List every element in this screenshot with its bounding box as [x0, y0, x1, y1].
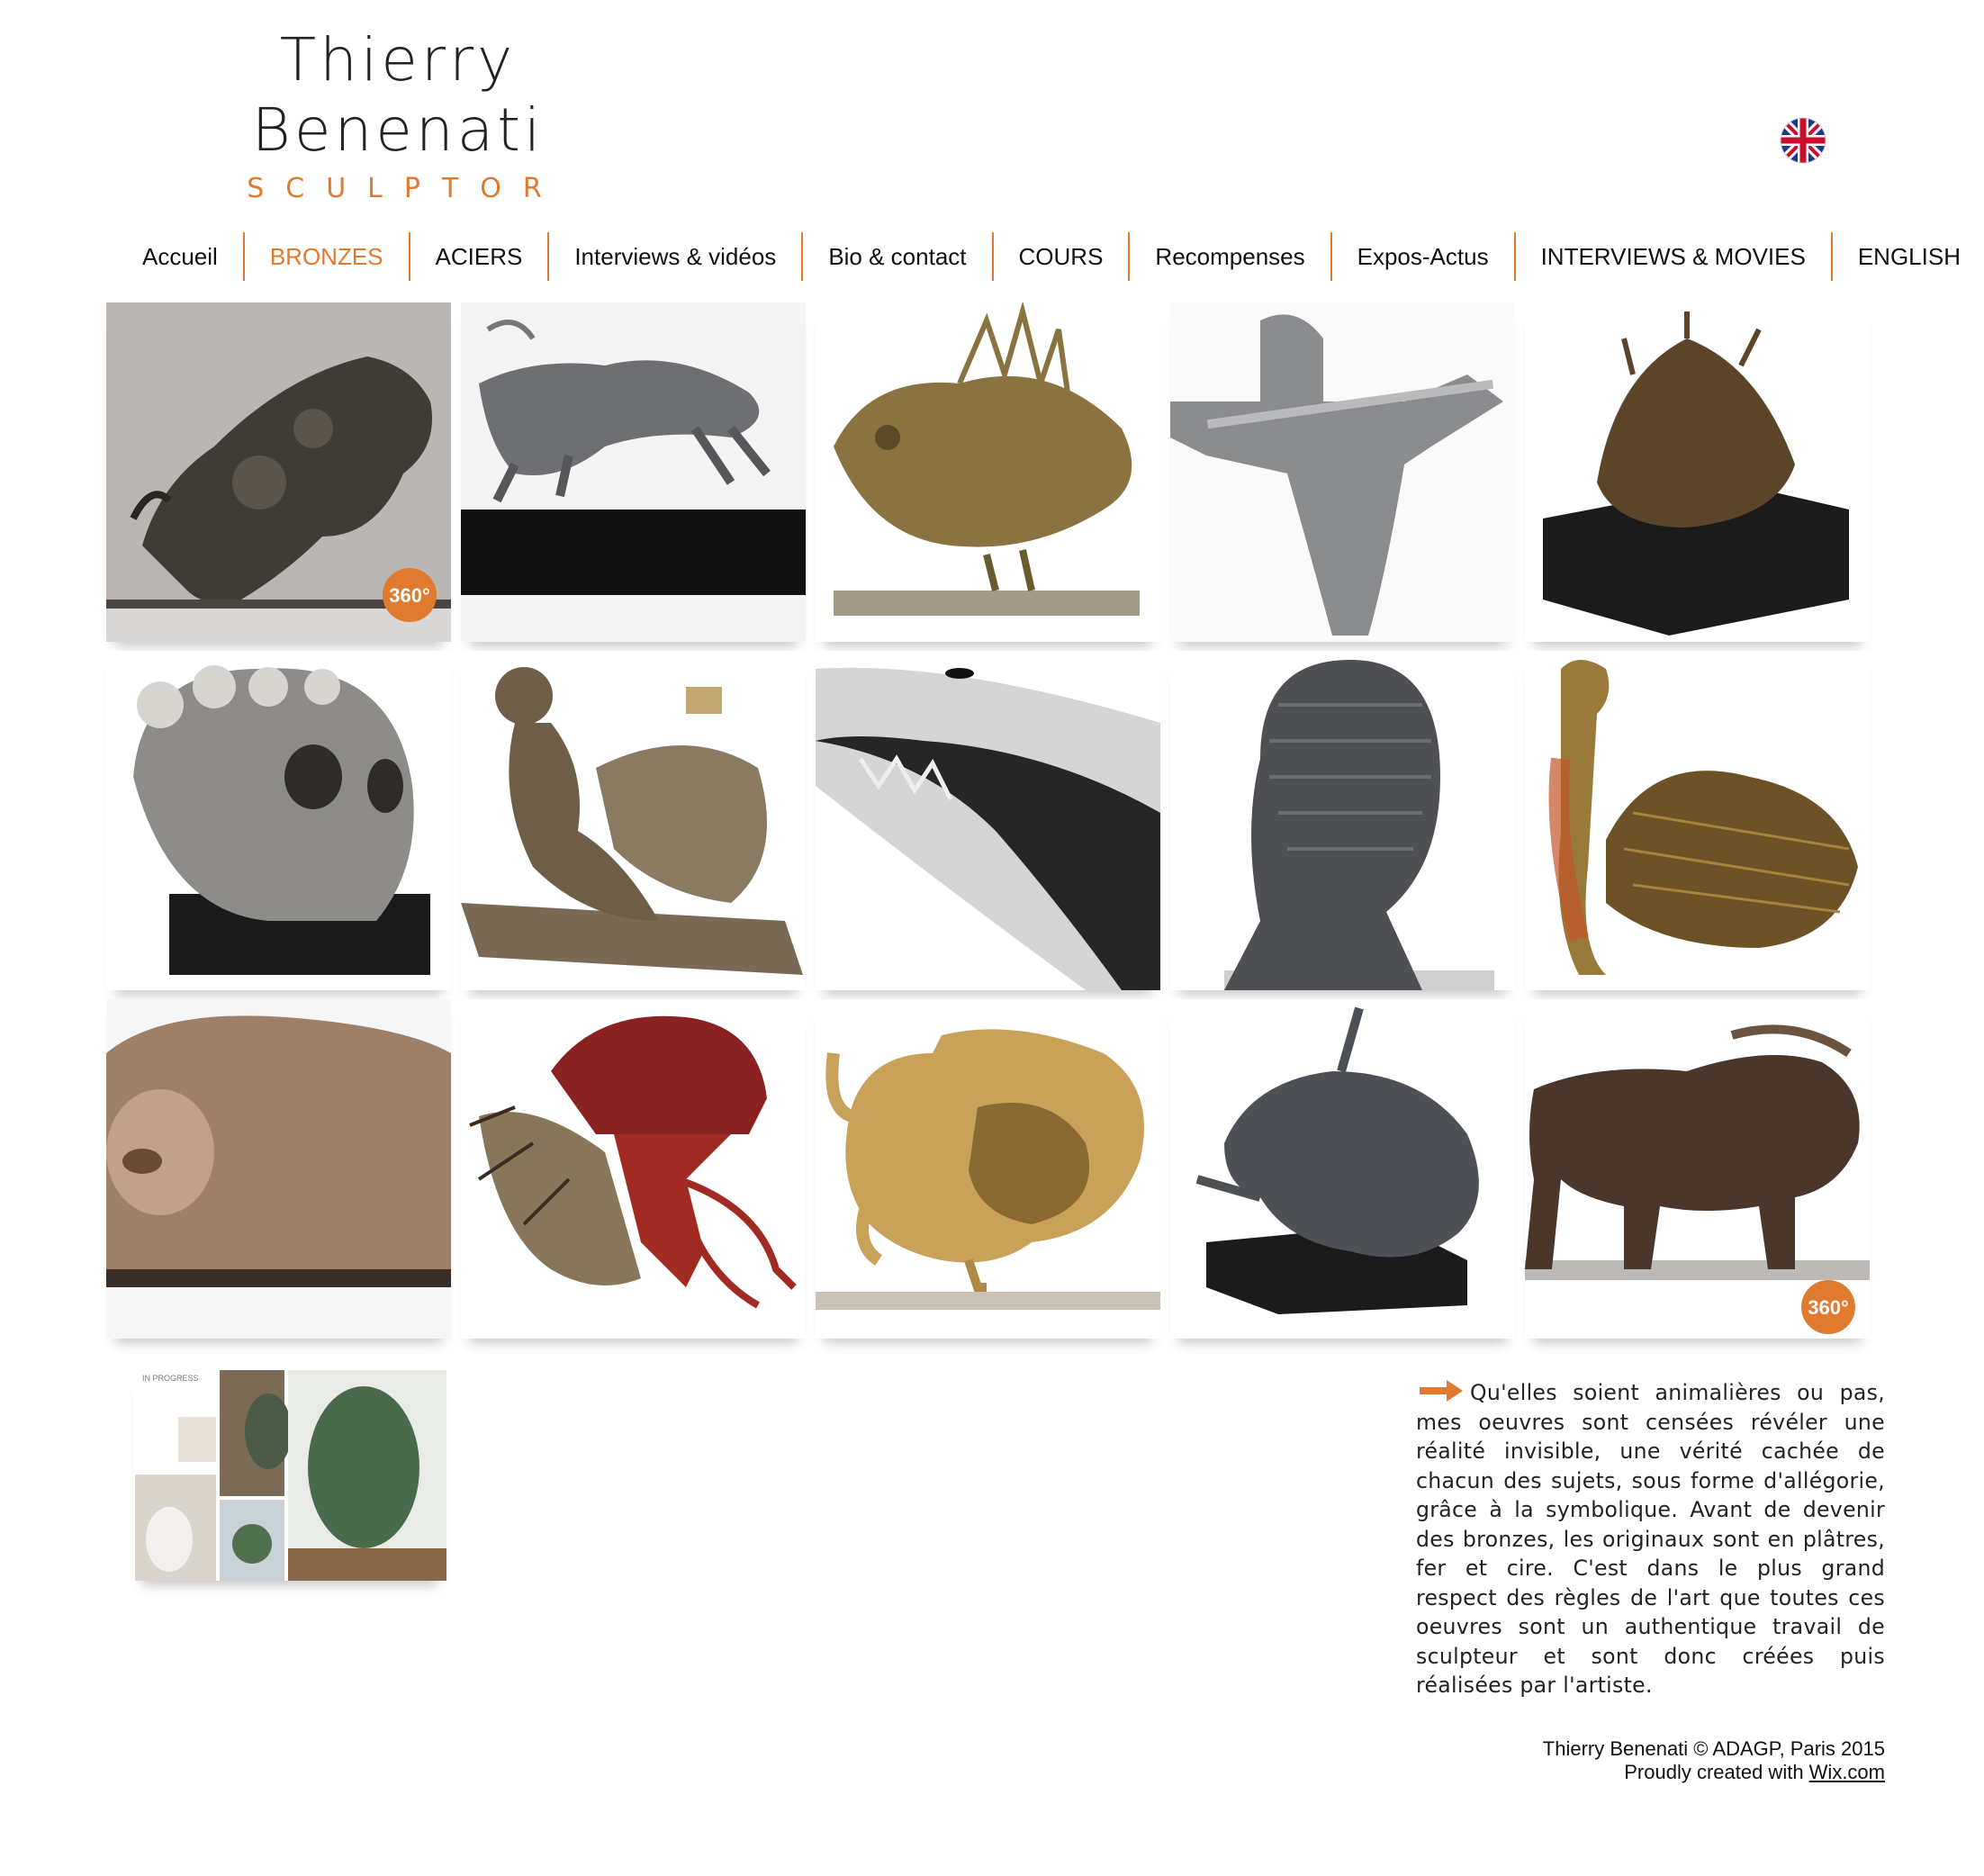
- nav-item-bio-contact[interactable]: Bio & contact: [803, 232, 993, 281]
- logo-first-name: Thierry: [279, 25, 517, 95]
- gallery-tile-fish[interactable]: [816, 302, 1160, 642]
- gallery-tile-pig[interactable]: [106, 999, 451, 1339]
- gallery-tile-in-progress[interactable]: [133, 1368, 446, 1581]
- tile-badge-360: 360°: [389, 584, 430, 607]
- tile-badge-360: 360°: [1808, 1296, 1849, 1319]
- nav-item-english[interactable]: ENGLISH: [1857, 243, 1961, 270]
- gallery-tile-stag-beetle[interactable]: [461, 999, 806, 1339]
- gallery-tile-shark[interactable]: [816, 651, 1160, 990]
- nav-item-cours[interactable]: COURS: [994, 232, 1131, 281]
- nav-item-recompenses[interactable]: Recompenses: [1130, 232, 1331, 281]
- logo-last-name: Benenati: [251, 95, 545, 165]
- site-logo[interactable]: [231, 25, 564, 204]
- gallery-tile-charging-bull[interactable]: [1170, 999, 1515, 1339]
- nav-item-expos-actus[interactable]: Expos-Actus: [1332, 232, 1516, 281]
- gallery-tile-skull[interactable]: [106, 651, 451, 990]
- gallery-tile-kneeling-woman[interactable]: [461, 651, 806, 990]
- nav-item-interviews-movies[interactable]: INTERVIEWS & MOVIES: [1516, 232, 1833, 281]
- gallery-tile-bull[interactable]: [106, 302, 451, 642]
- gallery-tile-elephant[interactable]: [816, 999, 1160, 1339]
- arrow-right-icon: [1416, 1378, 1466, 1403]
- wix-link[interactable]: Wix.com: [1808, 1761, 1885, 1783]
- uk-flag-icon[interactable]: [1780, 117, 1826, 164]
- footer-copyright: Thierry Benenati © ADAGP, Paris 2015: [1542, 1737, 1885, 1760]
- logo-subtitle: SCULPTOR: [247, 173, 564, 204]
- in-progress-label: IN PROGRESS: [142, 1374, 199, 1383]
- bio-text: Qu'elles soient animalières ou pas, mes oeuvres sont censées révéler une réalité invisible, une vérité cachée de chacun des sujets, sous forme d'allégorie, grâce à la symbolique. Avant de devenir des bronzes, les originaux sont en plâtres, fer et cire. C'est dans le plus grand respect des règles de l'art que toutes ces oeuvres sont un authentique travail de sculpteur et sont donc créées puis réalisées par l'artiste.: [1416, 1380, 1885, 1698]
- site-footer: [1543, 1737, 1885, 1784]
- footer-credit: [1543, 1761, 1885, 1784]
- nav-item-accueil[interactable]: Accueil: [117, 232, 245, 281]
- gallery-tile-mechanical-head[interactable]: [1170, 651, 1515, 990]
- nav-item-aciers[interactable]: ACIERS: [410, 232, 550, 281]
- footer-credit-prefix: Proudly created with: [1624, 1761, 1809, 1783]
- bio-paragraph: [1416, 1378, 1885, 1700]
- nav-item-bronzes[interactable]: BRONZES: [245, 232, 410, 281]
- gallery-tile-ostrich[interactable]: [1525, 651, 1870, 990]
- gallery-tile-running-dog[interactable]: [461, 302, 806, 642]
- gallery-tile-figure-rod[interactable]: [1170, 302, 1515, 642]
- main-navigation: [117, 232, 1984, 281]
- gallery-tile-cluster[interactable]: [1525, 302, 1870, 642]
- nav-item-interviews-videos[interactable]: Interviews & vidéos: [549, 232, 803, 281]
- gallery-tile-horse[interactable]: [1525, 999, 1870, 1339]
